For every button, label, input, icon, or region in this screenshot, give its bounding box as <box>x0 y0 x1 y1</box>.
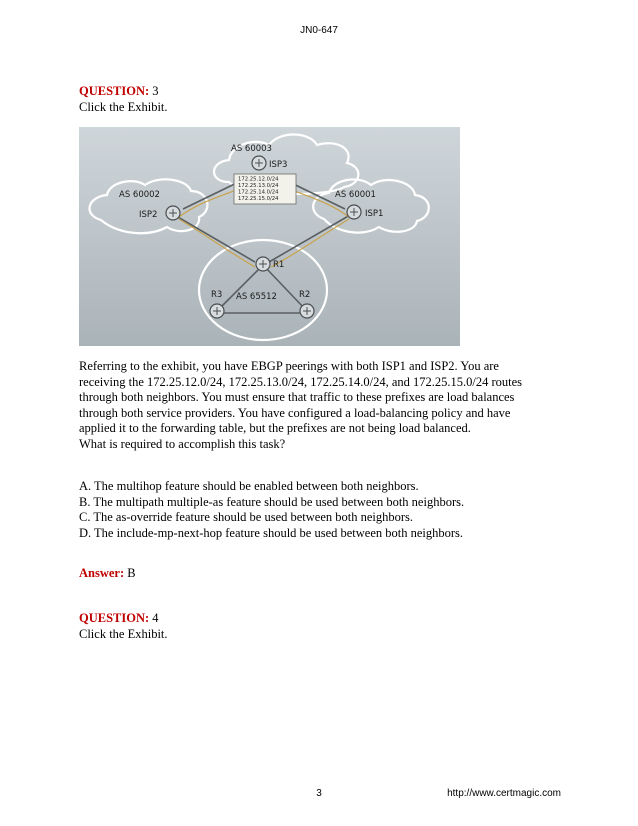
label-as65512: AS 65512 <box>236 292 277 302</box>
label-as60002: AS 60002 <box>119 190 160 200</box>
page-header: JN0-647 <box>300 25 338 36</box>
option-a: A. The multihop feature should be enabled between both neighbors. <box>79 479 419 493</box>
question-number: 3 <box>152 84 159 98</box>
question-4-heading <box>79 611 559 642</box>
answer-label: Answer: <box>79 566 125 580</box>
footer-url[interactable]: http://www.certmagic.com <box>447 788 561 799</box>
option-d: D. The include-mp-next-hop feature should be used between both neighbors. <box>79 525 464 540</box>
answer-value: B <box>127 566 136 580</box>
question-number: 4 <box>152 611 159 625</box>
route-1: 172.25.12.0/24 <box>238 176 279 183</box>
route-3: 172.25.14.0/24 <box>238 189 279 196</box>
body-line: through both service providers. You have configured a load-balancing policy and have <box>79 405 511 420</box>
label-isp3: ISP3 <box>269 160 288 170</box>
label-as60003: AS 60003 <box>231 144 272 154</box>
exhibit-instruction: Click the Exhibit. <box>79 99 168 114</box>
answer-options <box>79 479 559 541</box>
question-label: QUESTION: <box>79 84 150 98</box>
option-b: B. The multipath multiple-as feature should be used between both neighbors. <box>79 494 465 509</box>
label-isp2: ISP2 <box>139 210 158 220</box>
label-as60001: AS 60001 <box>335 190 376 200</box>
body-line: receiving the 172.25.12.0/24, 172.25.13.0/24, 172.25.14.0/24, and 172.25.15.0/24 routes <box>79 374 523 389</box>
body-line: through both neighbors. You must ensure that traffic to these prefixes are load balances <box>79 390 515 404</box>
route-2: 172.25.13.0/24 <box>238 183 279 189</box>
route-4: 172.25.15.0/24 <box>238 196 279 202</box>
label-isp1: ISP1 <box>365 209 384 219</box>
network-exhibit-diagram <box>79 127 460 346</box>
exhibit-instruction: Click the Exhibit. <box>79 626 168 641</box>
label-r2: R2 <box>299 290 311 300</box>
page-number: 3 <box>316 788 322 799</box>
body-line: applied it to the forwarding table, but the prefixes are not being load balanced. <box>79 421 471 435</box>
label-r1: R1 <box>273 260 285 270</box>
label-r3: R3 <box>211 290 223 300</box>
answer-line <box>79 566 559 582</box>
body-line: What is required to accomplish this task? <box>79 436 286 451</box>
question-label: QUESTION: <box>79 611 150 625</box>
question-3-heading <box>79 84 559 115</box>
option-c: C. The as-override feature should be used between both neighbors. <box>79 510 414 524</box>
question-3-body <box>79 359 559 452</box>
body-line: Referring to the exhibit, you have EBGP peerings with both ISP1 and ISP2. You are <box>79 359 499 373</box>
